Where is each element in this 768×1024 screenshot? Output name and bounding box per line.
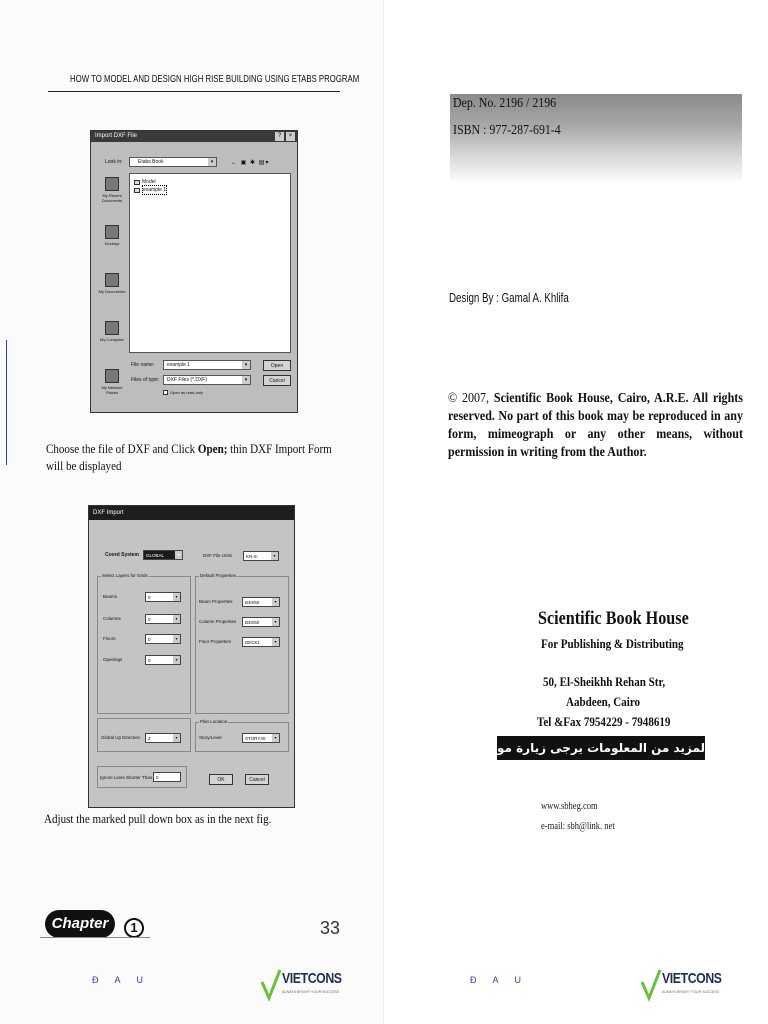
place-desktop[interactable] [97,225,127,269]
floors-layer-select[interactable] [145,634,181,644]
address-line-2: Aabdeen, Cairo [566,694,641,709]
place-label: Desktop [104,241,120,246]
look-in-value: Etabs Book [138,159,164,165]
vietcons-logo-right [640,968,720,1008]
chevron-down-icon: ▾ [173,593,180,601]
instruction-1-tail: thin DXF Import Form will be displayed [46,441,332,473]
dxf-dialog-titlebar [89,506,294,520]
check-mark-icon [260,968,282,1002]
beams-layer-value: 0 [148,595,151,600]
file-name-label: File name: [131,362,155,368]
chevron-down-icon: ▾ [242,361,250,369]
close-icon[interactable]: × [286,132,295,141]
desktop-icon [105,225,119,239]
beam-properties-value: B40/50 [245,600,260,605]
global-up-value: Z [148,736,151,741]
open-button[interactable]: Open [263,360,291,371]
ignore-lines-value: 0 [156,775,159,780]
logo-name: VIETCONS [282,970,342,987]
place-label: My Recent Documents [101,193,123,203]
file-type-label: Files of type: [131,377,160,383]
file-name-input[interactable] [163,360,251,370]
footer-letter: Đ [470,975,479,985]
read-only-checkbox[interactable] [163,390,203,395]
email-address[interactable]: e-mail: sbh@link. net [541,821,615,832]
place-network-places[interactable] [97,369,127,413]
chevron-down-icon: ▾ [173,734,180,742]
cancel-button[interactable]: Cancel [245,774,269,785]
chevron-down-icon: ▾ [271,552,278,560]
folder-icon [134,180,140,185]
copyright-notice [448,390,743,462]
page-number: 33 [320,918,341,938]
columns-label: Columns [103,616,121,621]
footer-letter: U [514,975,524,985]
margin-mark [6,340,7,465]
chevron-down-icon: ▾ [272,638,279,646]
file-list[interactable] [129,173,291,353]
logo-tagline: ALWAYS BRIGHT YOUR SUCCESS [662,990,719,994]
dialog-toolbar-icons[interactable]: ← ▣ ✱ ▤▾ [231,160,270,166]
dxf-dialog-title: DXF Import [93,510,124,516]
copyright-lead: © 2007, [448,391,494,406]
global-up-label: Global Up Direction [101,735,141,740]
column-properties-label: Column Properties [199,619,237,624]
chevron-down-icon: ▾ [272,618,279,626]
phone-fax: Tel &Fax 7954229 - 7948619 [537,714,671,729]
story-level-value: STORY40 [245,736,266,741]
file-name: Model [142,179,156,185]
file-units-select[interactable] [243,551,279,561]
page-gutter [383,0,384,1024]
openings-layer-select[interactable] [145,655,181,665]
default-properties-label: Default Properties [200,573,237,578]
logo-name: VIETCONS [662,970,722,987]
deposit-number: Dep. No. 2196 / 2196 [453,96,557,111]
help-icon[interactable]: ? [275,132,284,141]
publisher-name: Scientific Book House [538,608,689,629]
floor-properties-value: DECK1 [245,640,261,645]
story-level-label: Story/Level [199,735,222,740]
coord-system-select[interactable] [143,550,183,560]
beam-properties-select[interactable] [242,597,280,607]
look-in-label: Look in: [105,159,123,165]
chapter-rule [40,937,150,938]
column-properties-value: B40/50 [245,620,260,625]
column-properties-select[interactable] [242,617,280,627]
place-label: My Documents [98,289,126,294]
my-computer-icon [105,321,119,335]
website-link[interactable]: www.sbheg.com [541,801,598,812]
openings-label: Openings [103,657,123,662]
vietcons-logo-left [260,968,340,1008]
ignore-lines-input[interactable] [153,772,181,782]
publisher-tagline: For Publishing & Distributing [541,636,684,651]
instruction-paragraph-1 [46,440,344,474]
cancel-button[interactable]: Cancel [263,375,291,386]
chevron-down-icon: ▾ [208,158,216,166]
file-type-value: DXF Files (*.DXF) [167,377,207,383]
footer-letters-left [92,975,159,985]
beam-properties-label: Beam Properties [199,599,233,604]
place-recent-documents[interactable] [97,177,127,221]
ok-button[interactable]: OK [209,774,233,785]
look-in-select[interactable] [129,157,217,167]
arabic-banner: لمزيد من المعلومات يرجى زيارة موقعنا على الانترنت [497,736,705,760]
floors-layer-value: 0 [148,637,151,642]
place-label: My Network Places [101,385,123,395]
file-units-label: DXF File Units [203,553,233,558]
floors-label: Floors [103,636,116,641]
beams-layer-select[interactable] [145,592,181,602]
chevron-down-icon: ▾ [242,376,250,384]
import-dxf-dialog [90,130,298,413]
import-dialog-title: Import DXF File [95,133,138,139]
chevron-down-icon: ▾ [175,551,182,559]
place-my-documents[interactable] [97,273,127,317]
place-my-computer[interactable] [97,321,127,365]
chevron-down-icon: ▾ [173,615,180,623]
file-units-value: KN-m [246,554,258,559]
chevron-down-icon: ▾ [272,598,279,606]
columns-layer-select[interactable] [145,614,181,624]
list-item[interactable] [134,186,286,194]
folder-icon [134,188,140,193]
columns-layer-value: 0 [148,617,151,622]
isbn-number: ISBN : 977-287-691-4 [453,123,561,138]
footer-letter: U [136,975,146,985]
chapter-number: 1 [124,918,144,938]
file-name-value: example 1 [167,362,191,368]
openings-layer-value: 0 [148,658,151,663]
checkbox-icon [163,390,168,395]
beams-label: Beams [103,594,118,599]
places-bar [97,173,127,413]
address-line-1: 50, El-Sheikhh Rehan Str, [543,674,666,689]
read-only-label: Open as read-only [170,390,203,395]
plan-location-label: Plan Location [200,719,228,724]
chapter-badge: Chapter [45,910,115,938]
network-places-icon [105,369,119,383]
my-documents-icon [105,273,119,287]
layers-group-label: Select Layers for Grids [102,573,148,578]
coord-system-label: Coord System [105,552,139,558]
footer-letter: A [492,975,501,985]
import-dialog-titlebar [91,131,297,142]
place-label: My Computer [99,337,124,342]
file-name: example 1 [143,187,167,193]
global-up-select[interactable] [145,733,181,743]
footer-letters-right [470,975,537,985]
chevron-down-icon: ▾ [173,656,180,664]
footer-letter: A [114,975,123,985]
logo-tagline: ALWAYS BRIGHT YOUR SUCCESS [282,990,339,994]
floor-properties-select[interactable] [242,637,280,647]
running-head-rule [48,91,340,92]
instruction-paragraph-2: Adjust the marked pull down box as in the next fig. [44,811,272,826]
check-mark-icon [640,968,662,1002]
chevron-down-icon: ▾ [272,734,279,742]
floor-properties-label: Floor Properties [199,639,232,644]
file-type-select[interactable] [163,375,251,385]
instruction-1-text: Choose the file of DXF and Click [46,441,198,456]
recent-documents-icon [105,177,119,191]
design-credit: Design By : Gamal A. Khlifa [449,290,569,305]
running-head: HOW TO MODEL AND DESIGN HIGH RISE BUILDING USING ETABS PROGRAM [70,74,360,85]
ignore-lines-label: Ignore Lines Shorter Than [100,775,153,780]
instruction-1-bold: Open; [197,441,228,456]
coord-system-value: GLOBAL [146,553,165,558]
copyright-body: Scientific Book House, Cairo, A.R.E. All rights reserved. No part of this book may be reproduced in any form, mimeograph or any other means, without permission in writing from the Author. [448,391,743,460]
footer-letter: Đ [92,975,101,985]
story-level-select[interactable] [242,733,280,743]
chevron-down-icon: ▾ [173,635,180,643]
dxf-import-dialog [88,505,295,808]
